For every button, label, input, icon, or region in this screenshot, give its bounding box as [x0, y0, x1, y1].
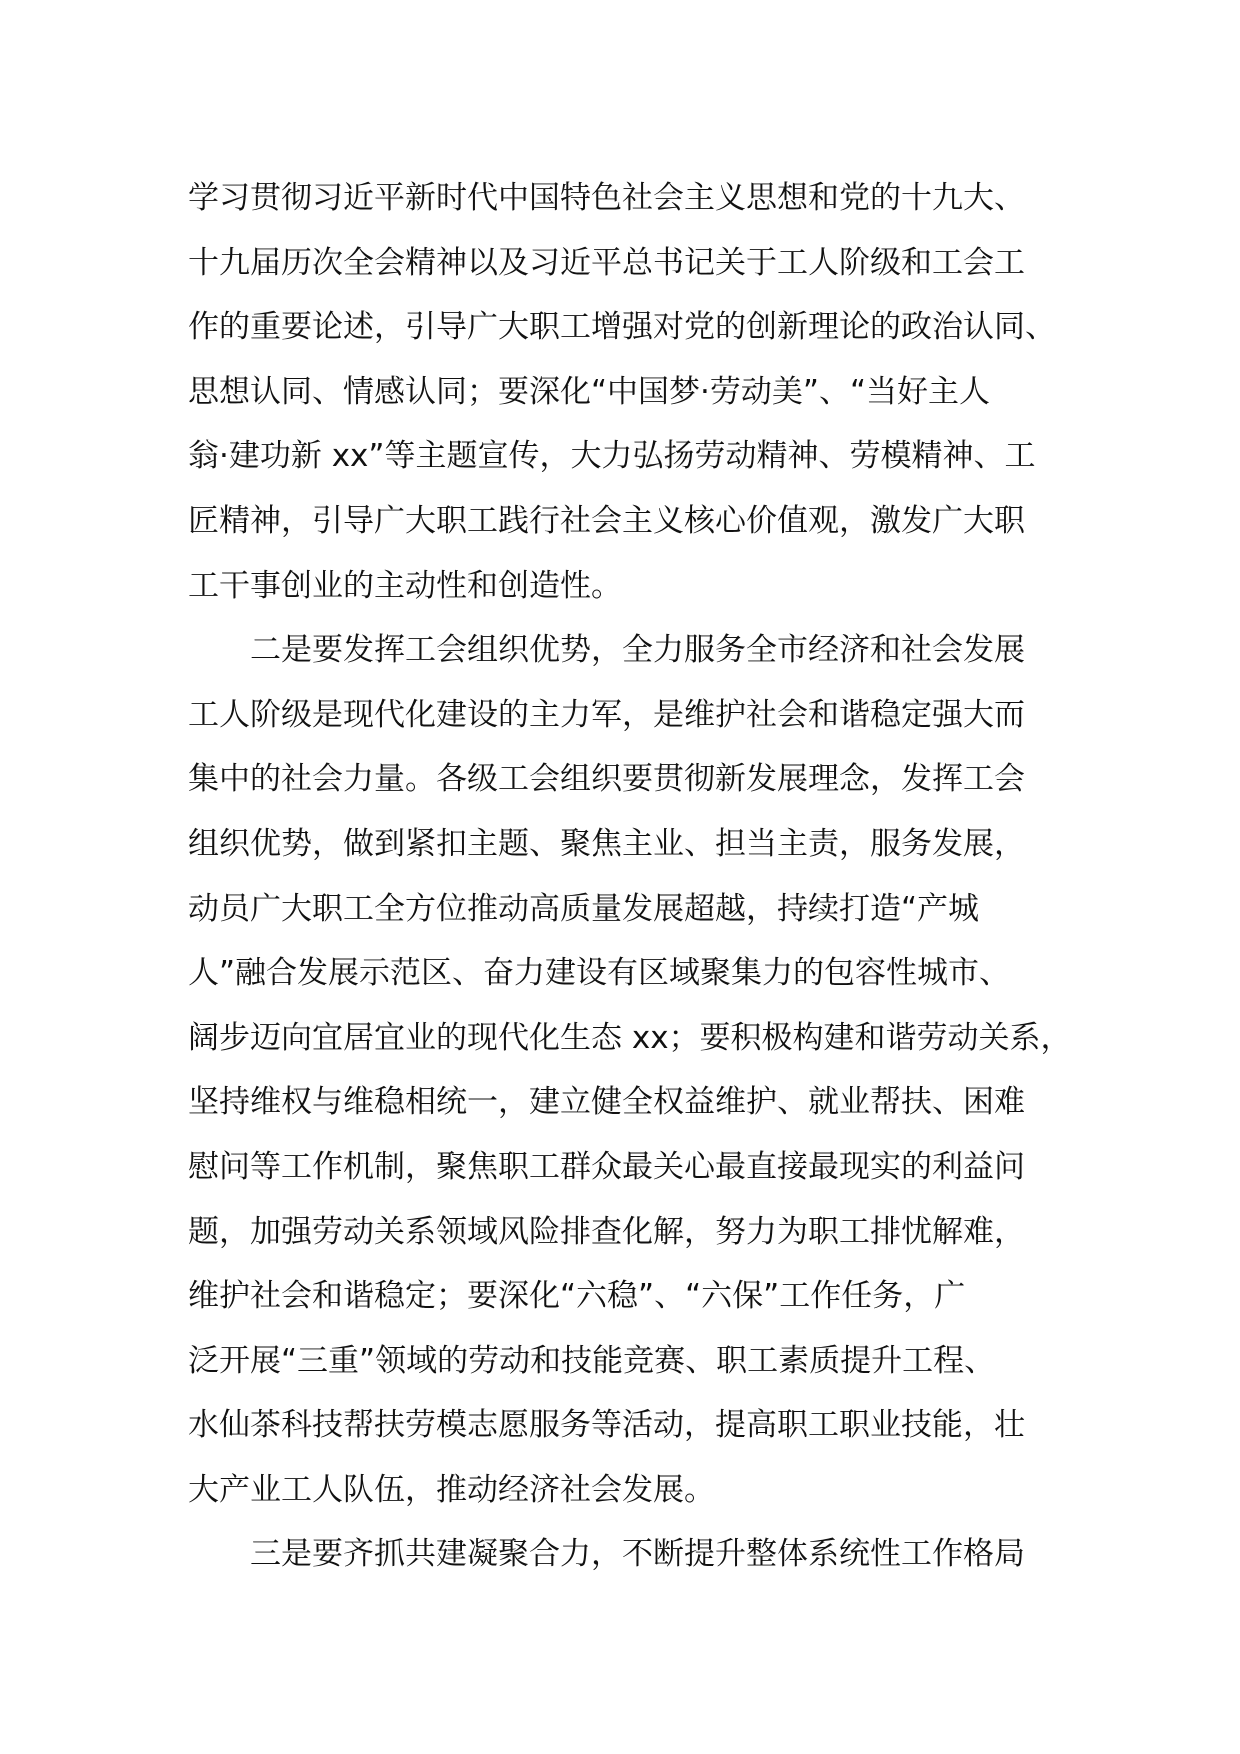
text-line: 泛开展“三重”领域的劳动和技能竞赛、职工素质提升工程、 [188, 1342, 996, 1379]
body-text [188, 166, 1088, 1587]
text-line: 题，加强劳动关系领域风险排查化解，努力为职工排忧解难， [188, 1213, 1025, 1250]
text-line: 维护社会和谐稳定；要深化“六稳”、“六保”工作任务，广 [188, 1278, 966, 1315]
text-line: 坚持维权与维稳相统一，建立健全权益维护、就业帮扶、困难 [188, 1084, 1025, 1121]
text-line: 十九届历次全会精神以及习近平总书记关于工人阶级和工会工 [188, 244, 1025, 281]
text-line: 大产业工人队伍，推动经济社会发展。 [188, 1471, 715, 1508]
text-line: 工人阶级是现代化建设的主力军，是维护社会和谐稳定强大而 [188, 696, 1025, 733]
text-line: 三是要齐抓共建凝聚合力，不断提升整体系统性工作格局 [250, 1536, 1025, 1573]
text-line: 动员广大职工全方位推动高质量发展超越，持续打造“产城 [188, 890, 980, 927]
text-line: 学习贯彻习近平新时代中国特色社会主义思想和党的十九大、 [188, 180, 1025, 216]
text-line: 组织优势，做到紧扣主题、聚焦主业、担当主责，服务发展， [188, 825, 1025, 862]
text-line: 集中的社会力量。各级工会组织要贯彻新发展理念，发挥工会 [188, 761, 1025, 798]
text-line: 水仙茶科技帮扶劳模志愿服务等活动，提高职工职业技能，壮 [188, 1407, 1025, 1444]
text-line: 思想认同、情感认同；要深化“中国梦·劳动美”、“当好主人 [188, 373, 991, 410]
text-line: 人”融合发展示范区、奋力建设有区域聚集力的包容性城市、 [188, 955, 1011, 992]
text-line: 作的重要论述，引导广大职工增强对党的创新理论的政治认同、 [188, 309, 1056, 346]
text-line: 匠精神，引导广大职工践行社会主义核心价值观，激发广大职 [188, 502, 1025, 539]
text-line: 工干事创业的主动性和创造性。 [188, 567, 622, 604]
text-line: 翁·建功新 xx”等主题宣传，大力弘扬劳动精神、劳模精神、工 [188, 438, 1036, 475]
text-line: 阔步迈向宜居宜业的现代化生态 xx；要积极构建和谐劳动关系， [188, 1019, 1072, 1056]
text-line: 二是要发挥工会组织优势，全力服务全市经济和社会发展 [250, 632, 1025, 669]
text-line: 慰问等工作机制，聚焦职工群众最关心最直接最现实的利益问 [188, 1148, 1025, 1185]
